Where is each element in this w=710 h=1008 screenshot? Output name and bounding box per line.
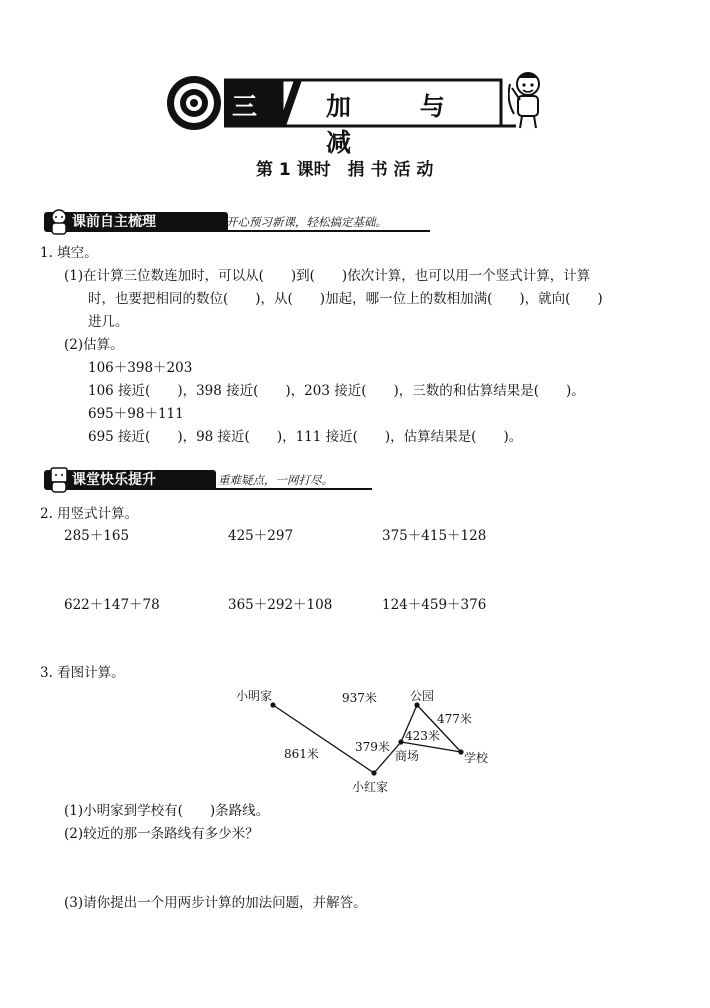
map-label-mall: 商场 <box>395 749 420 763</box>
section-slogan: 重难疑点，一网打尽。 <box>218 473 333 487</box>
map-label-distance: 423米 <box>405 729 440 743</box>
map-label-xiaohong: 小红家 <box>352 780 389 794</box>
q2-expression: 124＋459＋376 <box>382 597 487 613</box>
q1-part2-label: (2)估算。 <box>64 337 124 353</box>
lesson-title: 第 1 课时 捐 书 活 动 <box>256 160 434 180</box>
q1-part1-line3: 进几。 <box>88 314 129 330</box>
map-label-distance: 861米 <box>284 747 319 761</box>
q2-expression: 375＋415＋128 <box>382 528 487 544</box>
section-slogan: 开心预习新课，轻松搞定基础。 <box>226 215 387 229</box>
q1-part1-line1: (1)在计算三位数连加时，可以从( )到( )依次计算，也可以用一个竖式计算，计算 <box>64 268 591 284</box>
question-1-heading: 1. 填空。 <box>40 245 98 261</box>
q1-estimate-1: 106 接近( )，398 接近( )，203 接近( )，三数的和估算结果是( )。 <box>88 383 585 399</box>
map-label-distance: 937米 <box>342 691 377 705</box>
question-3-heading: 3. 看图计算。 <box>40 665 125 681</box>
map-label-park: 公园 <box>410 689 435 703</box>
q3-subquestion-1: (1)小明家到学校有( )条路线。 <box>64 803 270 819</box>
map-label-xiaoming: 小明家 <box>236 689 273 703</box>
q3-subquestion-2: (2)较近的那一条路线有多少米？ <box>64 826 259 842</box>
unit-title: 加 与 减 <box>326 92 475 157</box>
unit-number: 三 <box>232 92 258 121</box>
section-title: 课堂快乐提升 <box>44 470 216 490</box>
q2-expression: 425＋297 <box>228 528 294 544</box>
q2-expression: 365＋292＋108 <box>228 597 333 613</box>
school-point <box>458 749 463 754</box>
q1-expression-2: 695＋98＋111 <box>88 406 184 422</box>
mall-point <box>398 739 403 744</box>
map-label-school: 学校 <box>464 751 489 765</box>
question-2-heading: 2. 用竖式计算。 <box>40 506 139 522</box>
xiaohong-home-point <box>371 770 376 775</box>
map-label-distance: 477米 <box>437 712 472 726</box>
q2-expression: 622＋147＋78 <box>64 597 160 613</box>
section-title: 课前自主梳理 <box>44 212 228 232</box>
q1-expression-1: 106＋398＋203 <box>88 360 193 376</box>
q3-subquestion-3: (3)请你提出一个用两步计算的加法问题，并解答。 <box>64 895 367 911</box>
q1-estimate-2: 695 接近( )，98 接近( )，111 接近( )，估算结果是( )。 <box>88 429 523 445</box>
q1-part1-line2: 时，也要把相同的数位( )，从( )加起，哪一位上的数相加满( )，就向( ) <box>88 291 603 307</box>
map-label-distance: 379米 <box>355 740 390 754</box>
q2-expression: 285＋165 <box>64 528 130 544</box>
